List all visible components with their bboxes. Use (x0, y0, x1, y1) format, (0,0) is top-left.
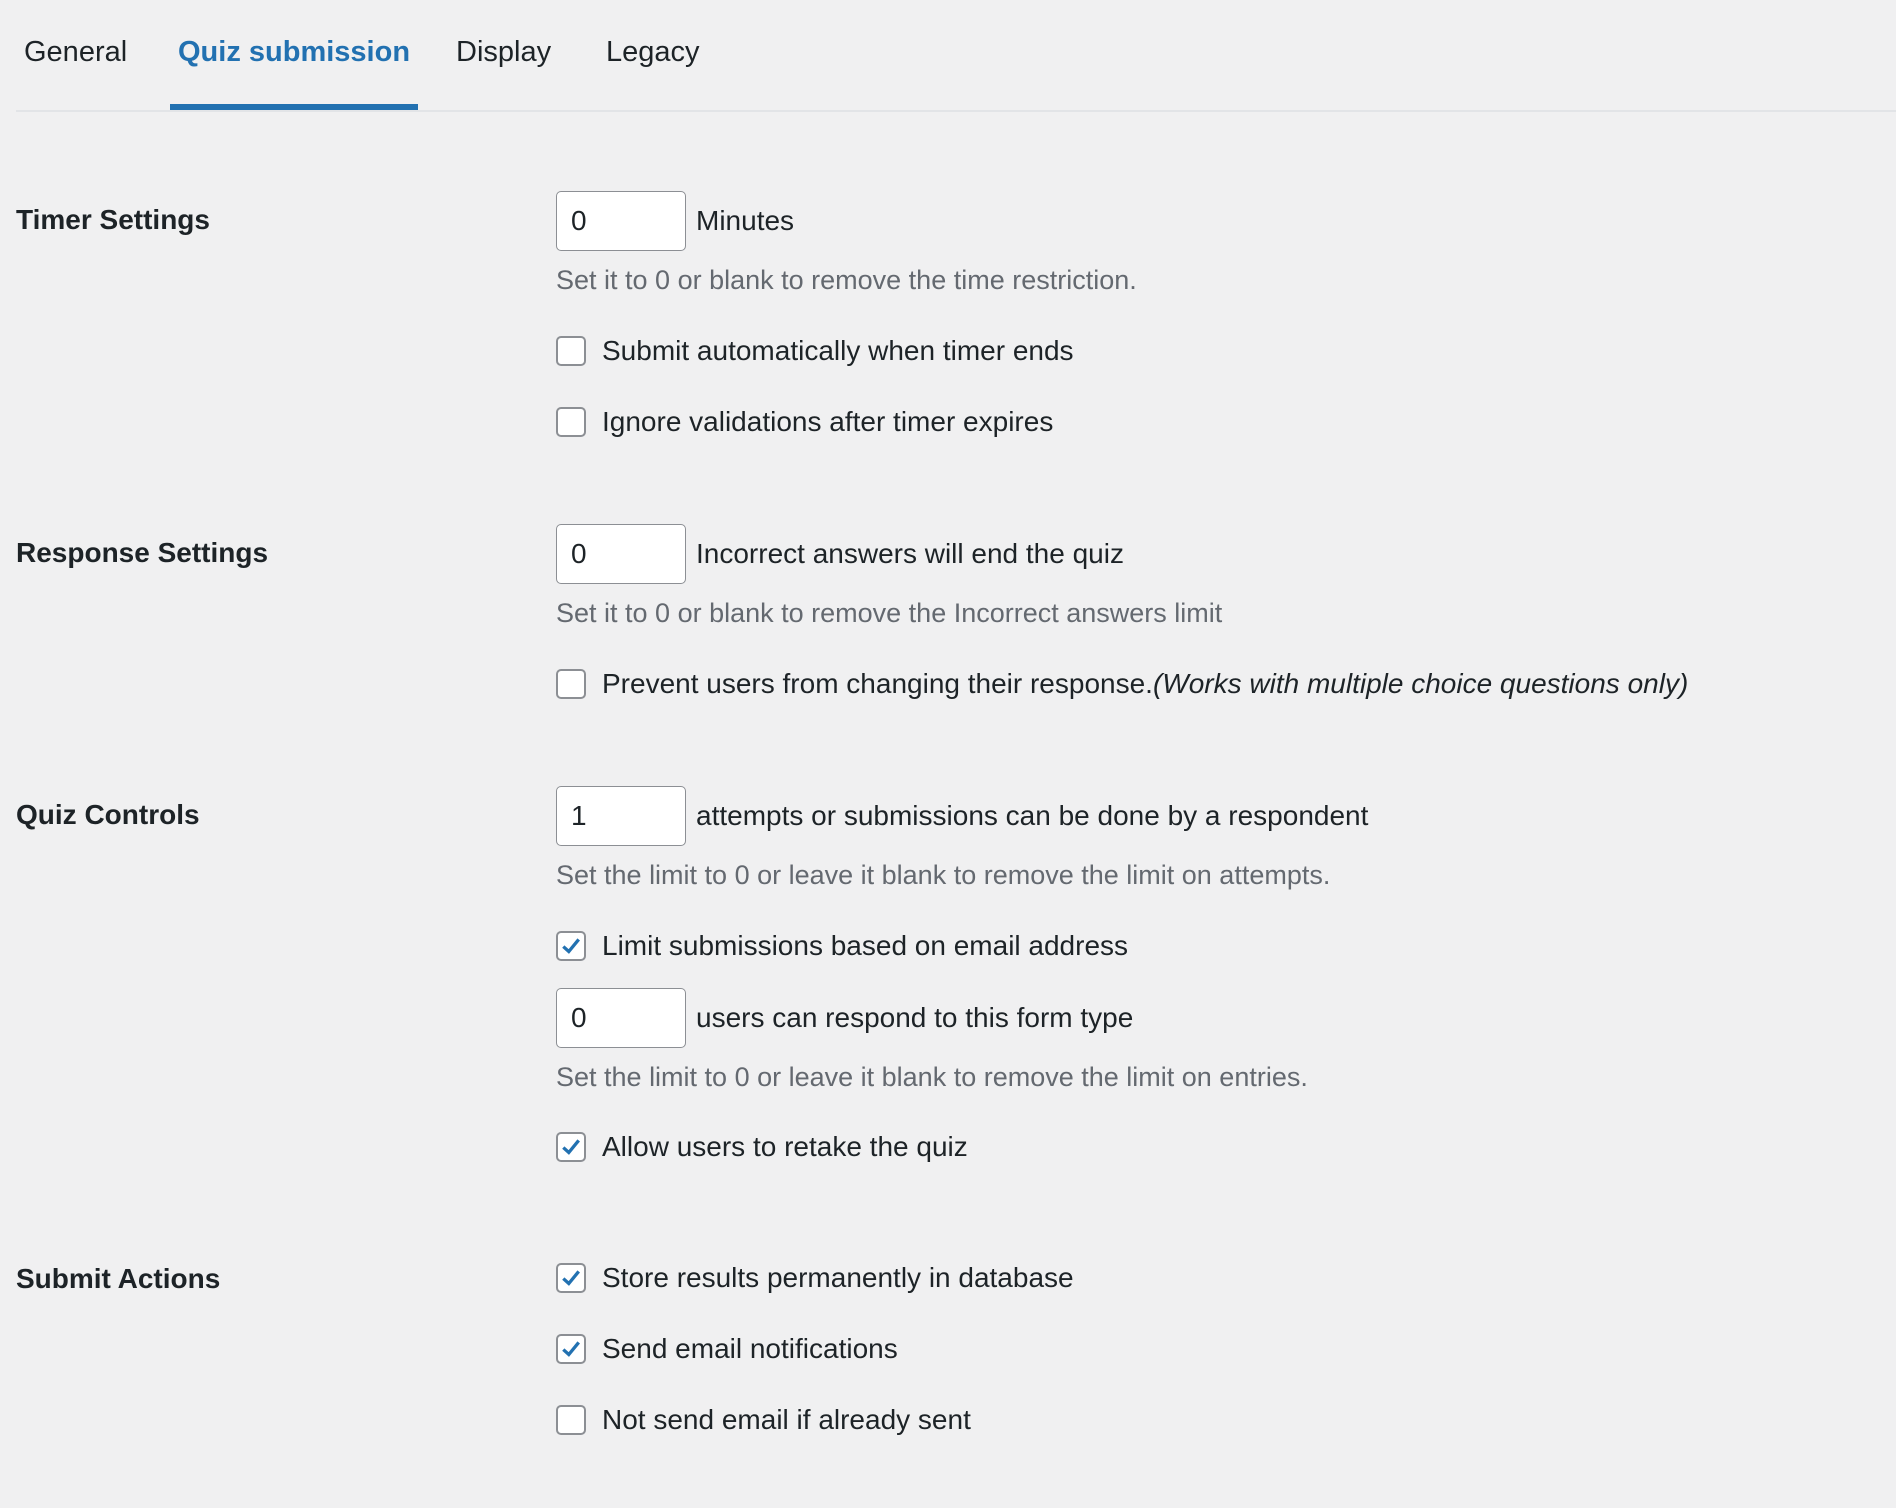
allow-retake-row (556, 1131, 968, 1163)
timer-hint: Set it to 0 or blank to remove the time restriction. (556, 265, 1137, 295)
attempts-hint: Set the limit to 0 or leave it blank to remove the limit on attempts. (556, 860, 1331, 890)
checkmark-icon (560, 1338, 582, 1360)
incorrect-answers-label: Incorrect answers will end the quiz (696, 538, 1124, 569)
attempts-row (556, 786, 1368, 846)
send-email-row (556, 1333, 898, 1365)
timer-minutes-input[interactable] (556, 191, 686, 251)
checkmark-icon (560, 1267, 582, 1289)
allow-retake-checkbox[interactable] (556, 1132, 586, 1162)
not-send-email-checkbox[interactable] (556, 1405, 586, 1435)
timer-settings-heading: Timer Settings (16, 204, 210, 235)
ignore-validations-label: Ignore validations after timer expires (602, 406, 1054, 437)
prevent-change-row (556, 668, 1688, 700)
allow-retake-label: Allow users to retake the quiz (602, 1131, 968, 1162)
incorrect-answers-hint: Set it to 0 or blank to remove the Incorrect answers limit (556, 598, 1223, 628)
checkmark-icon (560, 1136, 582, 1158)
users-limit-label: users can respond to this form type (696, 1002, 1134, 1033)
auto-submit-row (556, 335, 1074, 367)
timer-row (556, 191, 794, 251)
prevent-change-note: (Works with multiple choice questions only) (1152, 668, 1689, 699)
response-settings-heading: Response Settings (16, 537, 269, 568)
ignore-validations-row (556, 406, 1053, 438)
send-email-checkbox[interactable] (556, 1334, 586, 1364)
incorrect-answers-input[interactable] (556, 524, 686, 584)
tab-general[interactable]: General (24, 36, 128, 68)
store-results-row (556, 1262, 1074, 1294)
not-send-email-row (556, 1404, 971, 1436)
prevent-change-checkbox[interactable] (556, 669, 586, 699)
users-limit-hint: Set the limit to 0 or leave it blank to remove the limit on entries. (556, 1062, 1308, 1092)
send-email-label: Send email notifications (602, 1333, 898, 1364)
quiz-controls-heading: Quiz Controls (16, 799, 200, 830)
not-send-email-label: Not send email if already sent (602, 1404, 971, 1435)
checkmark-icon (560, 935, 582, 957)
attempts-input[interactable] (556, 786, 686, 846)
submit-actions-heading: Submit Actions (16, 1263, 221, 1294)
prevent-change-label: Prevent users from changing their response. (602, 668, 1153, 699)
users-limit-row (556, 988, 1133, 1048)
auto-submit-checkbox[interactable] (556, 336, 586, 366)
store-results-checkbox[interactable] (556, 1263, 586, 1293)
tab-quiz-submission[interactable]: Quiz submission (170, 0, 418, 110)
store-results-label: Store results permanently in database (602, 1262, 1074, 1293)
limit-email-checkbox[interactable] (556, 931, 586, 961)
timer-unit-label: Minutes (696, 205, 795, 236)
users-limit-input[interactable] (556, 988, 686, 1048)
limit-email-label: Limit submissions based on email address (602, 930, 1129, 961)
incorrect-answers-row (556, 524, 1124, 584)
auto-submit-label: Submit automatically when timer ends (602, 335, 1074, 366)
ignore-validations-checkbox[interactable] (556, 407, 586, 437)
tab-display[interactable]: Display (456, 36, 552, 68)
tab-legacy[interactable]: Legacy (606, 36, 700, 68)
limit-email-row (556, 930, 1128, 962)
settings-tabs (16, 0, 1896, 112)
attempts-label: attempts or submissions can be done by a respondent (696, 800, 1369, 831)
